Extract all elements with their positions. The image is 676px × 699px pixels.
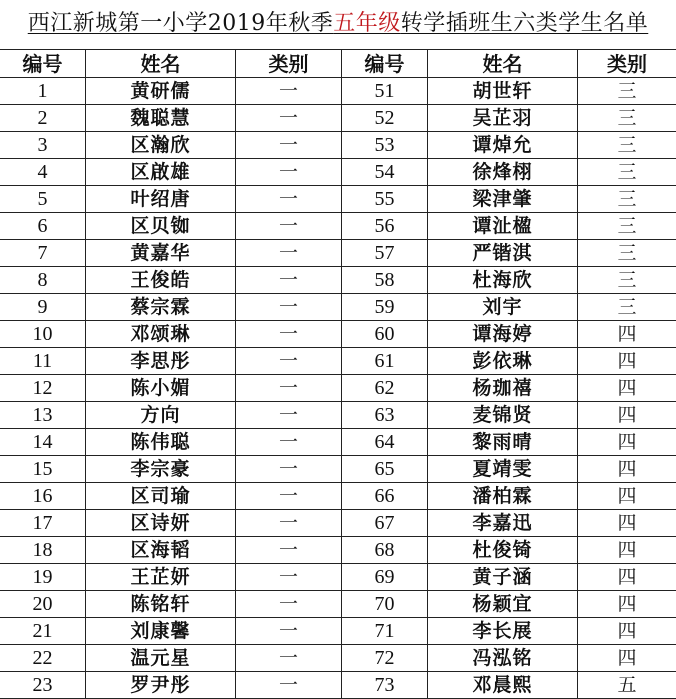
right-student-name-cell: 李长展 <box>428 618 578 645</box>
right-student-name-cell: 谭焯允 <box>428 132 578 159</box>
left-student-number-cell: 11 <box>0 348 86 375</box>
left-category-cell: 一 <box>236 537 342 564</box>
left-student-number-cell: 5 <box>0 186 86 213</box>
table-row <box>0 375 676 402</box>
left-student-number-cell: 7 <box>0 240 86 267</box>
left-student-number-cell: 14 <box>0 429 86 456</box>
right-student-number-cell: 59 <box>342 294 428 321</box>
left-student-number-cell: 12 <box>0 375 86 402</box>
right-category-cell: 三 <box>578 294 676 321</box>
right-student-number-cell: 60 <box>342 321 428 348</box>
table-body <box>0 78 676 699</box>
title-prefix: 西江新城第一小学2019年秋季 <box>28 11 334 36</box>
table-row <box>0 483 676 510</box>
title-grade-highlight: 五年级 <box>333 11 401 36</box>
left-student-number-cell: 17 <box>0 510 86 537</box>
table-row <box>0 402 676 429</box>
right-category-cell: 四 <box>578 402 676 429</box>
right-student-number-cell: 54 <box>342 159 428 186</box>
left-student-name-cell: 黄研儒 <box>86 78 236 105</box>
left-student-name-cell: 陈铭轩 <box>86 591 236 618</box>
right-student-number-cell: 62 <box>342 375 428 402</box>
right-student-name-cell: 谭海婷 <box>428 321 578 348</box>
left-student-number-cell: 19 <box>0 564 86 591</box>
left-student-number-cell: 6 <box>0 213 86 240</box>
right-category-cell: 三 <box>578 240 676 267</box>
left-student-name-cell: 区司瑜 <box>86 483 236 510</box>
right-student-name-cell: 杜俊锜 <box>428 537 578 564</box>
right-student-name-cell: 邓晨熙 <box>428 672 578 699</box>
right-category-cell: 三 <box>578 159 676 186</box>
left-category-cell: 一 <box>236 510 342 537</box>
left-student-number-cell: 22 <box>0 645 86 672</box>
right-student-name-cell: 杨颖宜 <box>428 591 578 618</box>
left-student-number-cell: 23 <box>0 672 86 699</box>
right-category-cell: 三 <box>578 213 676 240</box>
right-category-cell: 四 <box>578 321 676 348</box>
table-row <box>0 672 676 699</box>
left-category-cell: 一 <box>236 348 342 375</box>
right-category-cell: 五 <box>578 672 676 699</box>
right-category-cell: 四 <box>578 456 676 483</box>
table-row <box>0 645 676 672</box>
table-row <box>0 537 676 564</box>
left-student-name-cell: 刘康馨 <box>86 618 236 645</box>
right-student-number-cell: 52 <box>342 105 428 132</box>
left-student-name-cell: 区贝铷 <box>86 213 236 240</box>
right-student-name-cell: 梁津肇 <box>428 186 578 213</box>
right-category-cell: 四 <box>578 510 676 537</box>
left-category-cell: 一 <box>236 294 342 321</box>
left-student-name-cell: 方向 <box>86 402 236 429</box>
left-student-number-cell: 16 <box>0 483 86 510</box>
left-student-number-cell: 15 <box>0 456 86 483</box>
right-student-number-cell: 53 <box>342 132 428 159</box>
table-row <box>0 429 676 456</box>
right-category-cell: 四 <box>578 591 676 618</box>
left-category-cell: 一 <box>236 672 342 699</box>
left-category-cell: 一 <box>236 159 342 186</box>
right-student-number-cell: 55 <box>342 186 428 213</box>
left-student-name-cell: 区海韬 <box>86 537 236 564</box>
table-row <box>0 321 676 348</box>
right-student-name-cell: 杨珈禧 <box>428 375 578 402</box>
right-student-name-cell: 杜海欣 <box>428 267 578 294</box>
title-suffix: 转学插班生六类学生名单 <box>401 11 649 36</box>
left-category-cell: 一 <box>236 591 342 618</box>
right-category-cell: 三 <box>578 267 676 294</box>
left-category-cell: 一 <box>236 402 342 429</box>
right-student-name-cell: 黎雨晴 <box>428 429 578 456</box>
table-row <box>0 240 676 267</box>
right-student-name-cell: 麦锦贤 <box>428 402 578 429</box>
header-name-left: 姓名 <box>86 50 236 78</box>
left-category-cell: 一 <box>236 564 342 591</box>
right-category-cell: 四 <box>578 429 676 456</box>
left-student-number-cell: 2 <box>0 105 86 132</box>
left-student-name-cell: 邓颂琳 <box>86 321 236 348</box>
table-row <box>0 105 676 132</box>
right-category-cell: 四 <box>578 537 676 564</box>
right-student-number-cell: 58 <box>342 267 428 294</box>
left-category-cell: 一 <box>236 186 342 213</box>
right-student-name-cell: 黄子涵 <box>428 564 578 591</box>
left-student-name-cell: 王芷妍 <box>86 564 236 591</box>
right-student-name-cell: 潘柏霖 <box>428 483 578 510</box>
left-student-name-cell: 李宗豪 <box>86 456 236 483</box>
header-category-right: 类别 <box>578 50 676 78</box>
right-student-number-cell: 71 <box>342 618 428 645</box>
table-row <box>0 294 676 321</box>
table-row <box>0 510 676 537</box>
header-name-right: 姓名 <box>428 50 578 78</box>
right-student-number-cell: 68 <box>342 537 428 564</box>
right-student-number-cell: 61 <box>342 348 428 375</box>
right-student-number-cell: 66 <box>342 483 428 510</box>
header-row <box>0 50 676 78</box>
left-student-number-cell: 20 <box>0 591 86 618</box>
right-student-number-cell: 73 <box>342 672 428 699</box>
left-category-cell: 一 <box>236 375 342 402</box>
right-student-name-cell: 彭依琳 <box>428 348 578 375</box>
left-category-cell: 一 <box>236 267 342 294</box>
right-category-cell: 四 <box>578 645 676 672</box>
right-student-name-cell: 谭沚楹 <box>428 213 578 240</box>
left-student-name-cell: 温元星 <box>86 645 236 672</box>
left-student-name-cell: 蔡宗霖 <box>86 294 236 321</box>
left-student-name-cell: 区瀚欣 <box>86 132 236 159</box>
left-category-cell: 一 <box>236 645 342 672</box>
right-student-number-cell: 64 <box>342 429 428 456</box>
left-student-name-cell: 黄嘉华 <box>86 240 236 267</box>
right-student-number-cell: 70 <box>342 591 428 618</box>
left-student-name-cell: 王俊皓 <box>86 267 236 294</box>
left-category-cell: 一 <box>236 429 342 456</box>
left-student-name-cell: 陈伟聪 <box>86 429 236 456</box>
right-student-number-cell: 69 <box>342 564 428 591</box>
right-student-number-cell: 67 <box>342 510 428 537</box>
table-row <box>0 213 676 240</box>
table-row <box>0 78 676 105</box>
left-student-number-cell: 21 <box>0 618 86 645</box>
left-student-number-cell: 3 <box>0 132 86 159</box>
header-category-left: 类别 <box>236 50 342 78</box>
table-row <box>0 186 676 213</box>
right-student-name-cell: 徐烽栩 <box>428 159 578 186</box>
right-category-cell: 四 <box>578 564 676 591</box>
left-student-number-cell: 4 <box>0 159 86 186</box>
left-category-cell: 一 <box>236 213 342 240</box>
right-student-name-cell: 李嘉迅 <box>428 510 578 537</box>
right-student-name-cell: 吴芷羽 <box>428 105 578 132</box>
left-student-name-cell: 李思彤 <box>86 348 236 375</box>
left-student-name-cell: 陈小媚 <box>86 375 236 402</box>
left-student-number-cell: 1 <box>0 78 86 105</box>
document-title <box>0 0 676 49</box>
left-category-cell: 一 <box>236 456 342 483</box>
right-student-number-cell: 65 <box>342 456 428 483</box>
left-student-number-cell: 10 <box>0 321 86 348</box>
header-number-right: 编号 <box>342 50 428 78</box>
right-student-name-cell: 冯泓铭 <box>428 645 578 672</box>
student-list-table <box>0 49 676 699</box>
left-student-name-cell: 区诗妍 <box>86 510 236 537</box>
table-row <box>0 456 676 483</box>
right-category-cell: 四 <box>578 483 676 510</box>
table-row <box>0 132 676 159</box>
left-student-number-cell: 8 <box>0 267 86 294</box>
table-row <box>0 564 676 591</box>
left-student-name-cell: 叶绍唐 <box>86 186 236 213</box>
left-student-name-cell: 区啟雄 <box>86 159 236 186</box>
right-category-cell: 四 <box>578 348 676 375</box>
right-student-name-cell: 胡世轩 <box>428 78 578 105</box>
left-category-cell: 一 <box>236 240 342 267</box>
right-category-cell: 三 <box>578 186 676 213</box>
table-row <box>0 159 676 186</box>
right-student-name-cell: 严锴淇 <box>428 240 578 267</box>
table-row <box>0 618 676 645</box>
right-student-number-cell: 56 <box>342 213 428 240</box>
right-student-number-cell: 72 <box>342 645 428 672</box>
right-category-cell: 三 <box>578 105 676 132</box>
left-student-number-cell: 9 <box>0 294 86 321</box>
right-student-number-cell: 57 <box>342 240 428 267</box>
right-category-cell: 三 <box>578 78 676 105</box>
left-category-cell: 一 <box>236 618 342 645</box>
left-student-name-cell: 魏聪慧 <box>86 105 236 132</box>
right-student-number-cell: 51 <box>342 78 428 105</box>
right-category-cell: 三 <box>578 132 676 159</box>
left-category-cell: 一 <box>236 132 342 159</box>
right-category-cell: 四 <box>578 375 676 402</box>
title-text <box>28 11 649 36</box>
table-row <box>0 267 676 294</box>
left-category-cell: 一 <box>236 105 342 132</box>
left-category-cell: 一 <box>236 78 342 105</box>
right-category-cell: 四 <box>578 618 676 645</box>
table-row <box>0 348 676 375</box>
left-student-name-cell: 罗尹彤 <box>86 672 236 699</box>
left-student-number-cell: 18 <box>0 537 86 564</box>
right-student-name-cell: 夏靖雯 <box>428 456 578 483</box>
left-category-cell: 一 <box>236 483 342 510</box>
left-category-cell: 一 <box>236 321 342 348</box>
header-number-left: 编号 <box>0 50 86 78</box>
right-student-number-cell: 63 <box>342 402 428 429</box>
left-student-number-cell: 13 <box>0 402 86 429</box>
right-student-name-cell: 刘宇 <box>428 294 578 321</box>
table-row <box>0 591 676 618</box>
